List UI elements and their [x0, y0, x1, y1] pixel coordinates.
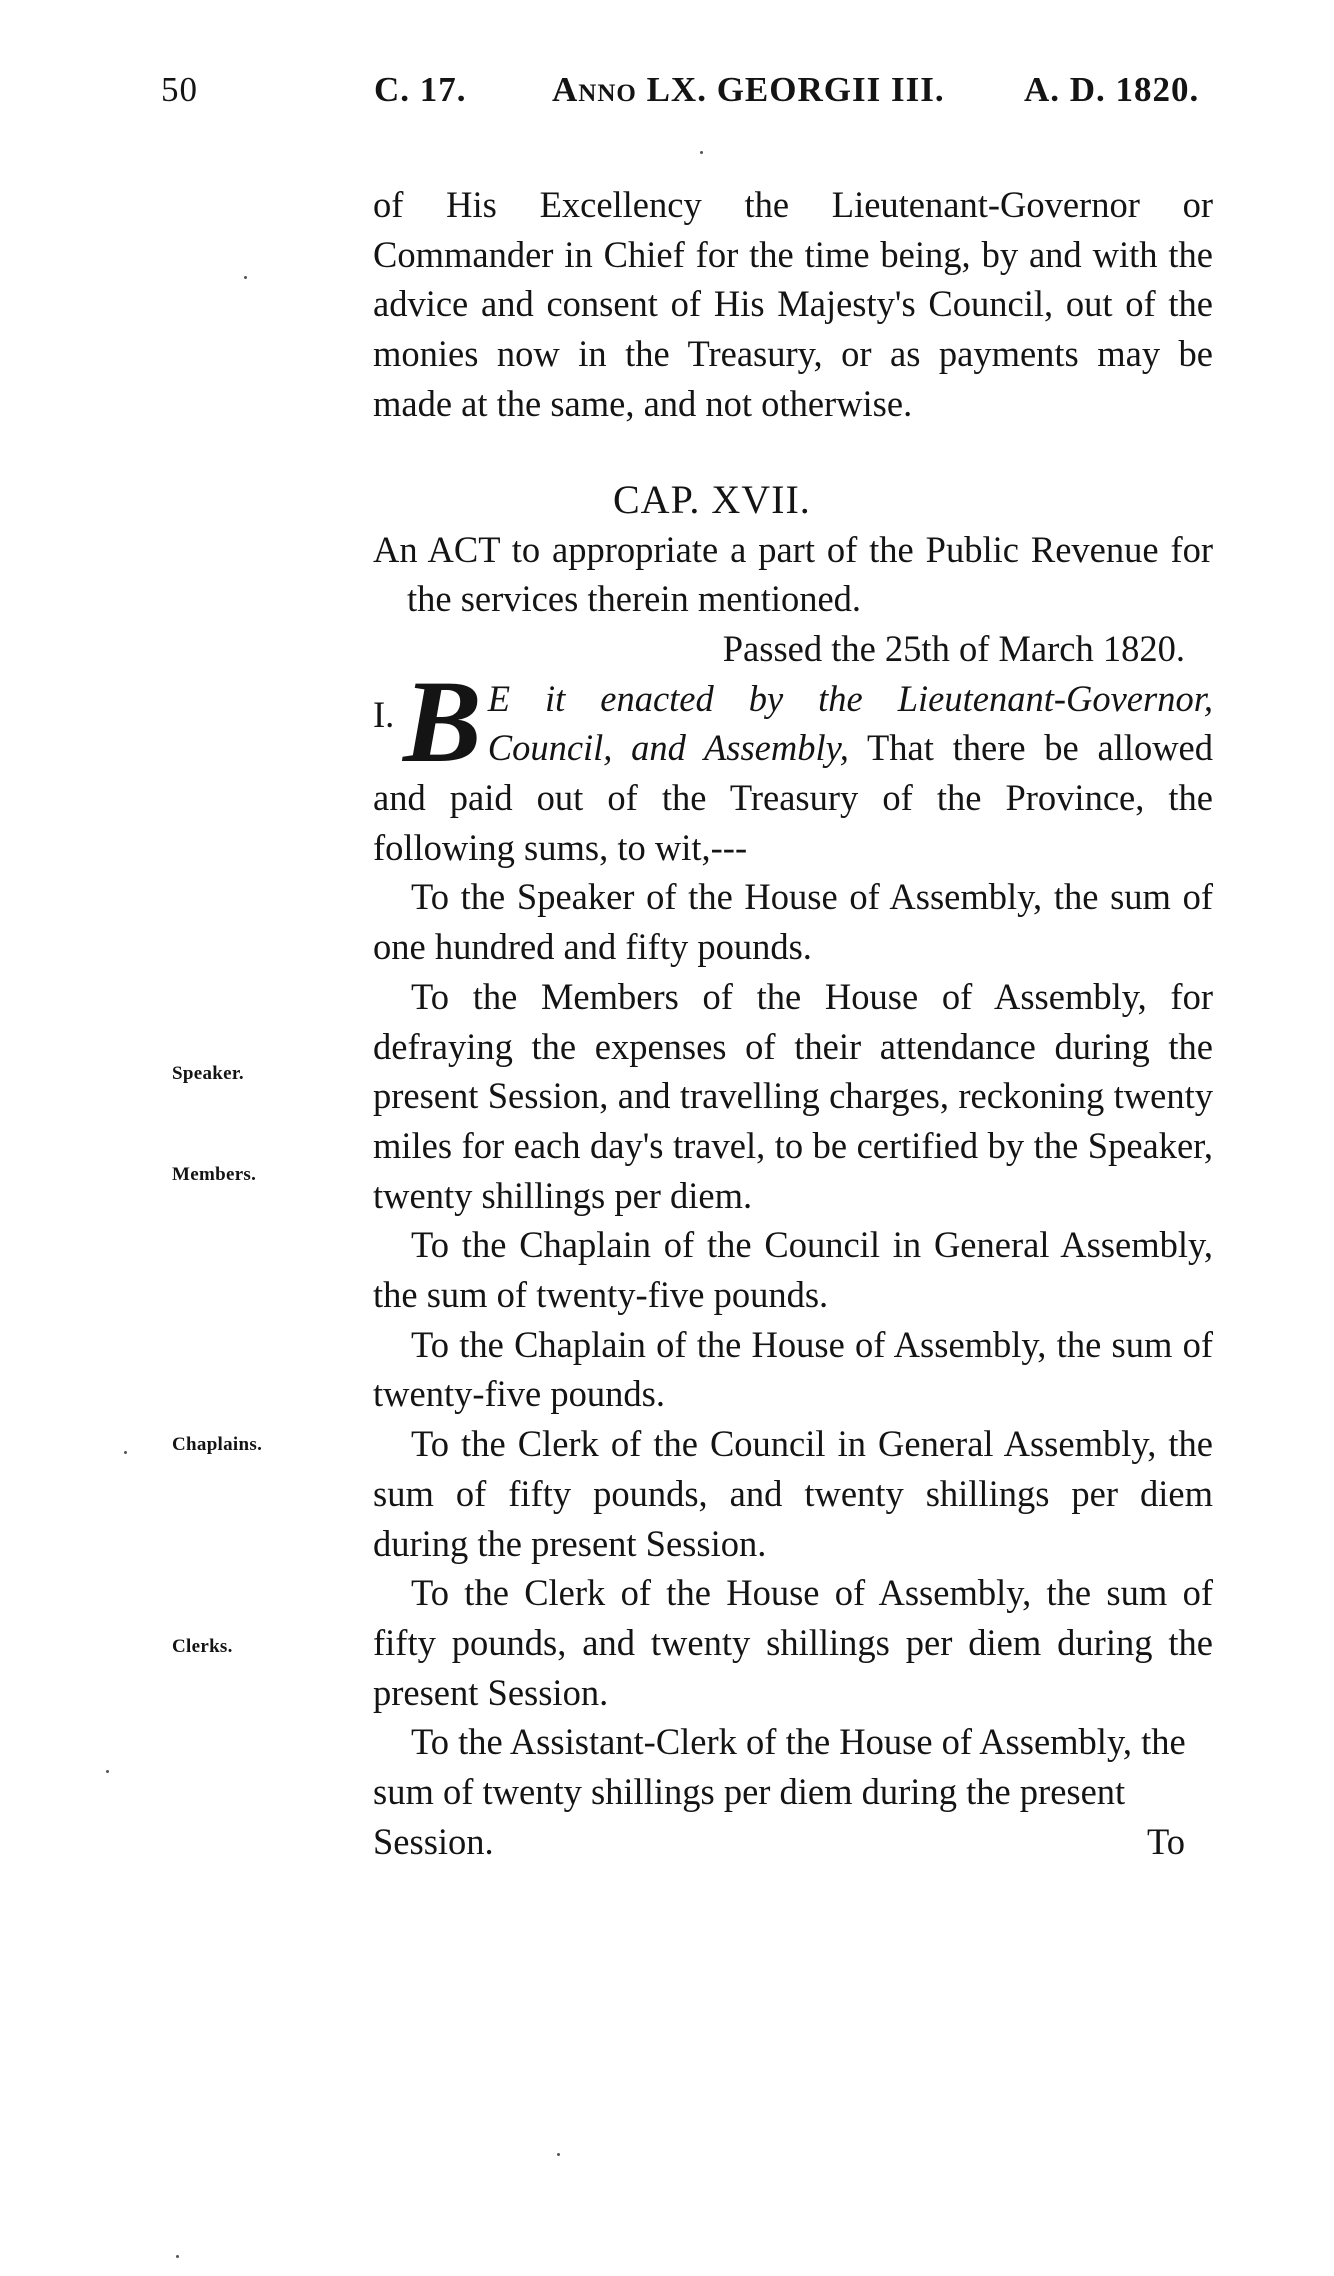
passed-date: Passed the 25th of March 1820. [722, 627, 1185, 669]
sidenote-members: Members. [172, 1164, 257, 1185]
sidenote-clerks: Clerks. [172, 1636, 233, 1657]
continuation-paragraph: of His Excellency the Lieutenant-Governor or Commander in Chief for the time being, by and with the advice and consent of His Majesty's Council, out of the monies now in the Treasury, or as payments may be made at the same, and not otherwise. [373, 184, 1213, 424]
section-number: I. [373, 693, 395, 735]
act-title: An ACT to appropriate a part of the Public Revenue for the services therein mentioned. [373, 528, 1213, 620]
paragraph-assembly-chaplain: To the Chaplain of the House of Assembly, the sum of twenty-five pounds. [373, 1323, 1213, 1415]
chapter-reference: C. 17. [374, 70, 467, 109]
ink-speck [244, 276, 247, 279]
ink-speck [700, 151, 703, 154]
paragraph-speaker: To the Speaker of the House of Assembly, the sum of one hundred and fifty pounds. [373, 876, 1213, 968]
paragraph-assembly-clerk: To the Clerk of the House of Assembly, the sum of fifty pounds, and twenty shillings per diem during the present Session. [373, 1572, 1213, 1713]
paragraph-council-chaplain: To the Chaplain of the Council in General Assembly, the sum of twenty-five pounds. [373, 1224, 1213, 1316]
ink-speck [557, 2153, 560, 2156]
paragraph-members: To the Members of the House of Assembly, for defraying the expenses of their attendance during the present Session, and travelling charges, reckoning twenty miles for each day's travel, to be certified by the Speaker, twenty shillings per diem. [373, 975, 1213, 1216]
assistant-clerk-text: To the Assistant-Clerk of the House of Assembly, the sum of twenty shillings per diem during the present Session. [373, 1721, 1186, 1862]
enacting-formula: E it enacted by the Lieutenant-Governor, Council, and Assembly, [487, 677, 1213, 769]
enacting-clause [373, 655, 1213, 873]
spacer [373, 429, 1213, 475]
main-text-column [373, 180, 1213, 1867]
paragraph-council-clerk: To the Clerk of the Council in General Assembly, the sum of fifty pounds, and twenty shillings per diem during the present Session. [373, 1423, 1213, 1564]
ink-speck [124, 1451, 127, 1454]
ink-speck [106, 1770, 109, 1773]
sidenote-speaker: Speaker. [172, 1063, 244, 1084]
drop-cap: B [403, 655, 482, 787]
regnal-year: Anno LX. GEORGII III. [552, 70, 945, 109]
sidenote-chaplains: Chaplains. [172, 1434, 263, 1455]
page-number: 50 [161, 70, 198, 109]
enacting-text: That there be allowed and paid out of the Treasury of the Province, the following sums, to wit,--- [373, 727, 1213, 868]
chapter-heading: CAP. XVII. [613, 476, 811, 522]
running-head [0, 70, 1334, 130]
paragraph-assistant-clerk [373, 1717, 1213, 1866]
ink-speck [176, 2255, 179, 2258]
catchword: To [1147, 1820, 1185, 1862]
anno-domini: A. D. 1820. [1024, 70, 1200, 109]
